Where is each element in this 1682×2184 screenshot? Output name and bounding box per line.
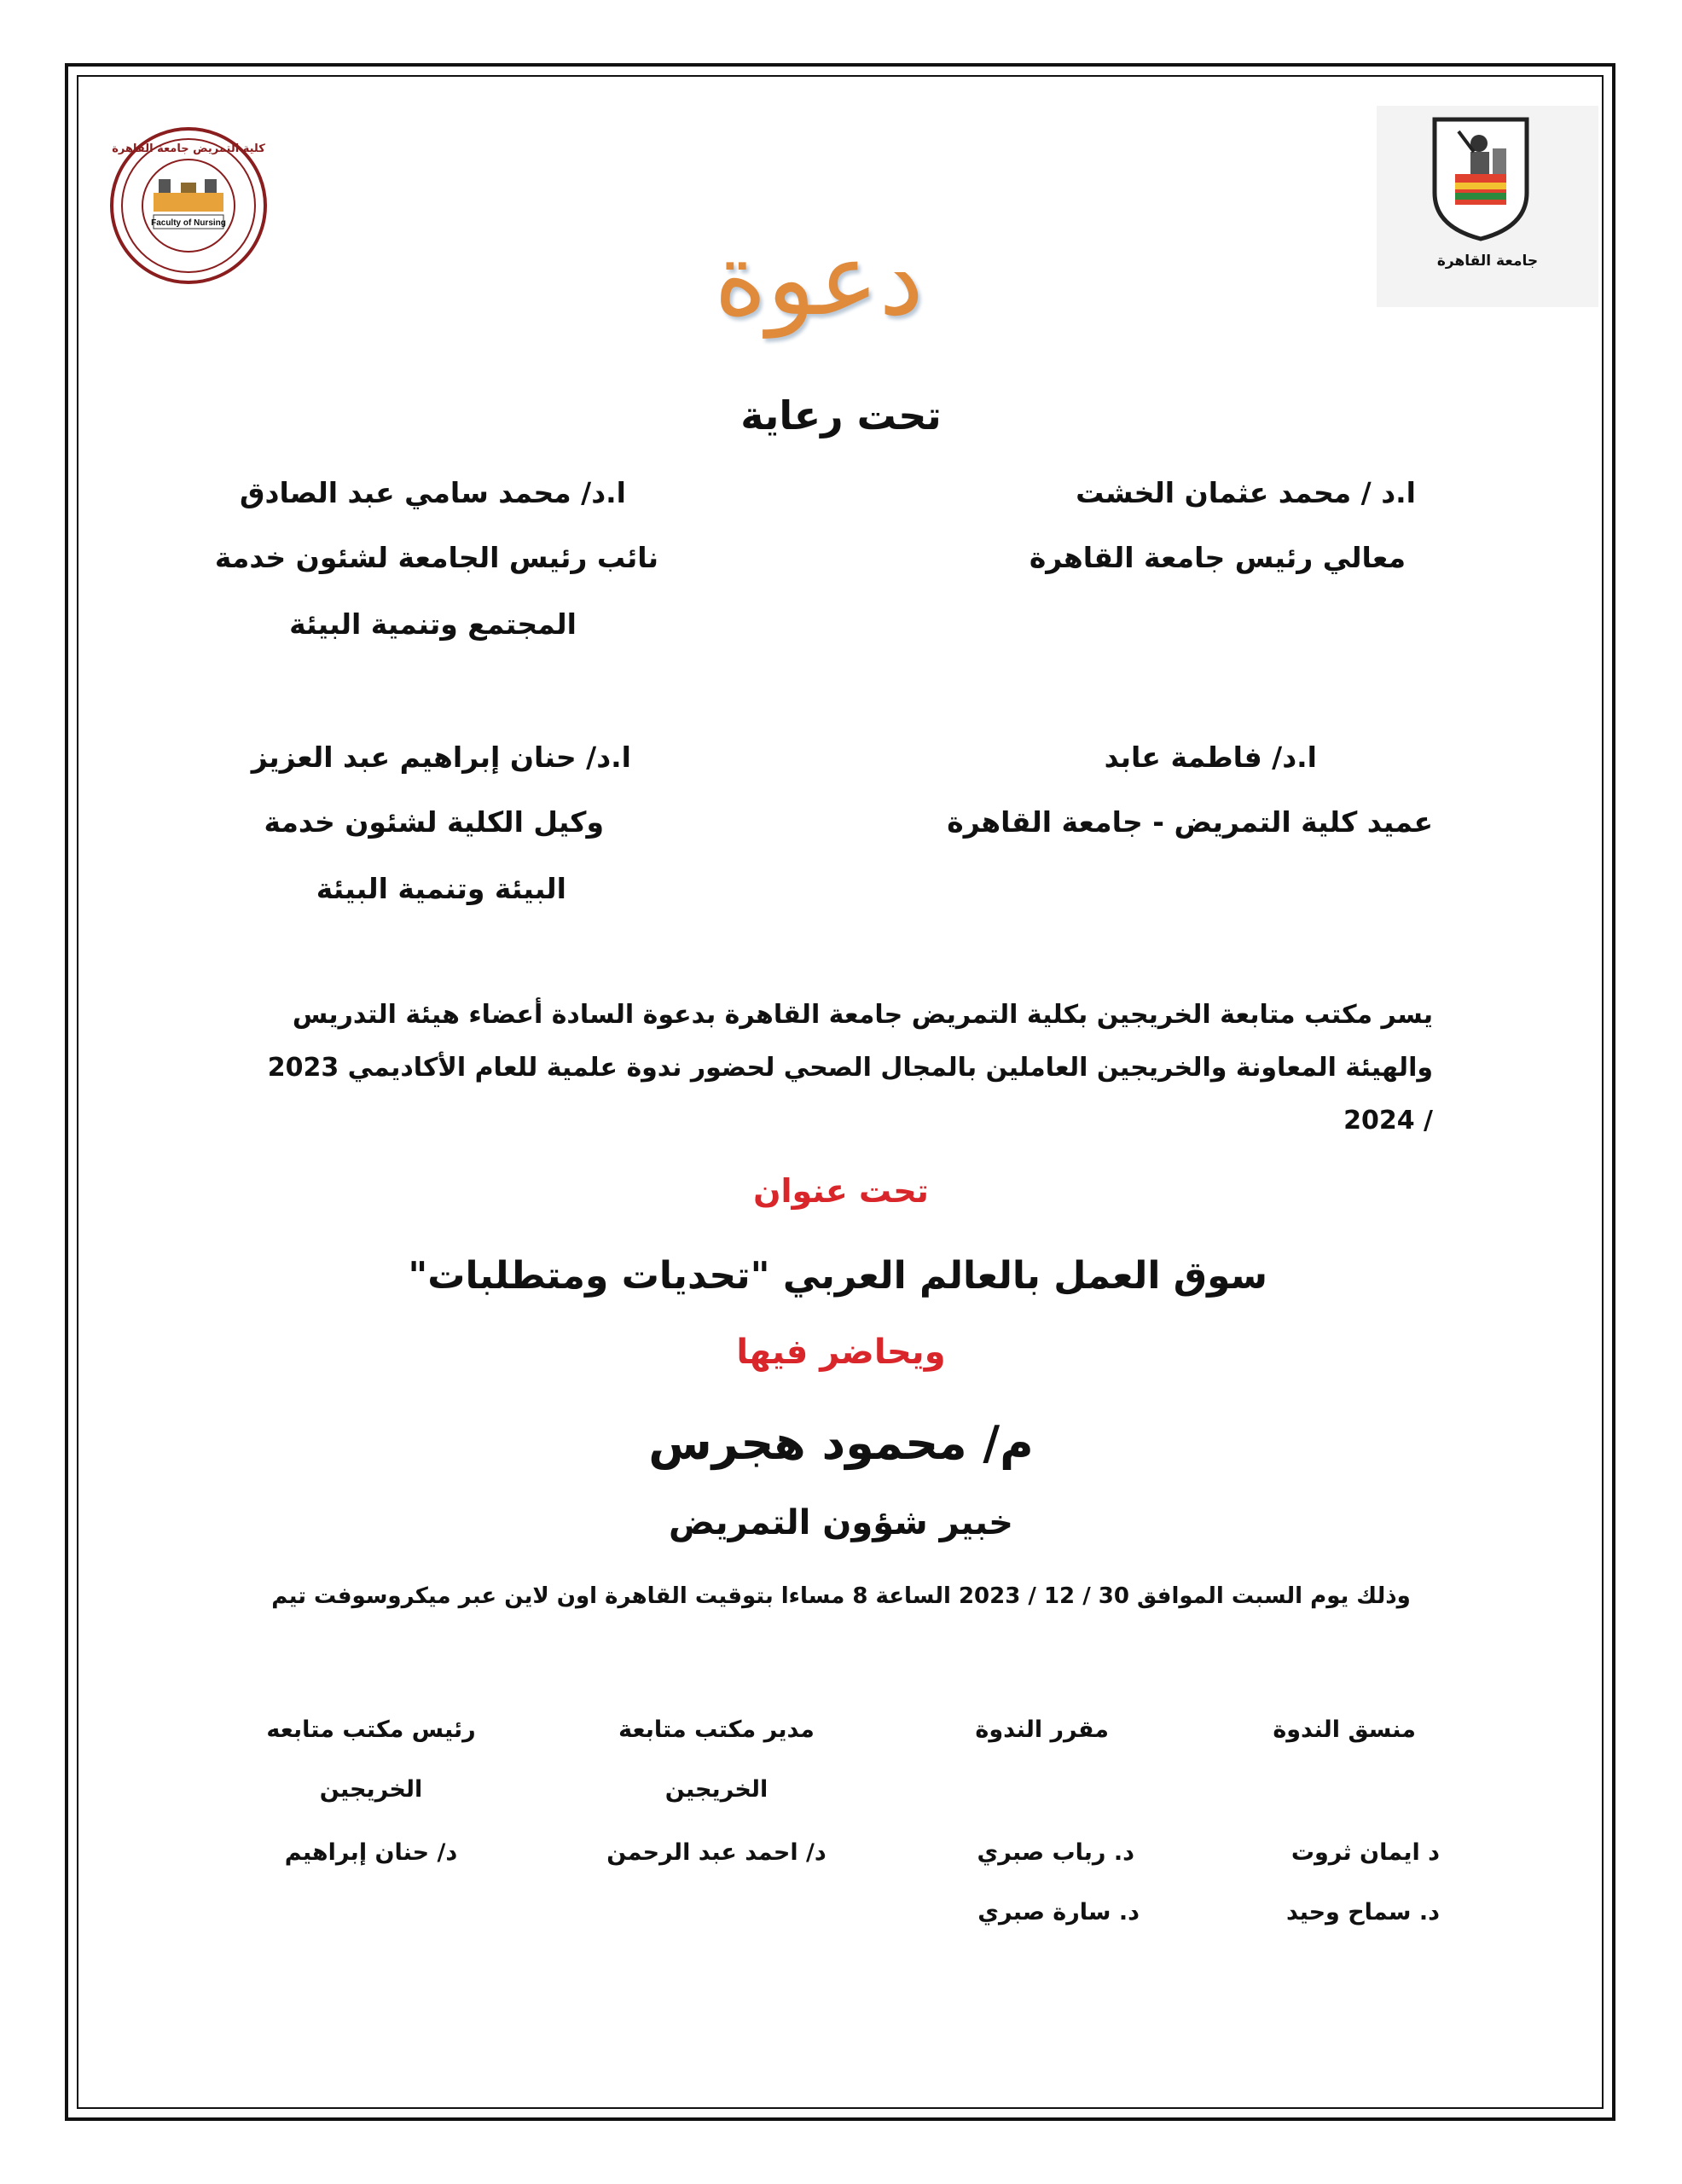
patron-1-name: ا.د / محمد عثمان الخشت	[1076, 476, 1416, 509]
patronage-heading: تحت رعاية	[740, 392, 942, 439]
office-manager-name: د/ احمد عبد الرحمن	[606, 1839, 826, 1866]
coordinator-name-1: د ايمان ثروت	[1290, 1839, 1440, 1866]
patron-4-title-line1: وكيل الكلية لشئون خدمة	[264, 805, 604, 839]
office-manager-role-line1: مدير مكتب متابعة	[618, 1716, 815, 1743]
svg-text:كلية التمريض جامعة القاهرة: كلية التمريض جامعة القاهرة	[112, 142, 265, 155]
coordinator-role: منسق الندوة	[1273, 1716, 1416, 1743]
patron-2-title-line2: المجتمع وتنمية البيئة	[289, 607, 577, 641]
rapporteur-role: مقرر الندوة	[975, 1716, 1109, 1743]
cairo-university-label: جامعة القاهرة	[1436, 253, 1539, 270]
coordinator-name-2: د. سماح وحيد	[1285, 1899, 1440, 1926]
lecturer-role: خبير شؤون التمريض	[669, 1503, 1013, 1542]
patron-2-name: ا.د/ محمد سامي عبد الصادق	[240, 476, 626, 509]
event-schedule: وذلك يوم السبت الموافق 30 / 12 / 2023 الساعة 8 مساءا بتوقيت القاهرة اون لاين عبر ميكروسوفت تيم	[271, 1583, 1411, 1609]
invitation-body-line2: والهيئة المعاونة والخريجين العاملين بالمجال الصحي لحضور ندوة علمية للعام الأكاديمي 2023	[267, 1053, 1433, 1083]
under-title-label: تحت عنوان	[753, 1172, 929, 1210]
patron-3-name: ا.د/ فاطمة عابد	[1104, 741, 1317, 774]
lecturer-name: م/ محمود هجرس	[648, 1416, 1034, 1470]
office-head-role-line1: رئيس مكتب متابعه	[266, 1716, 476, 1743]
office-head-name: د/ حنان إبراهيم	[284, 1839, 458, 1866]
lecturer-label: ويحاضر فيها	[736, 1333, 946, 1372]
patron-4-name: ا.د/ حنان إبراهيم عبد العزيز	[251, 741, 631, 774]
patron-1-title: معالي رئيس جامعة القاهرة	[1029, 541, 1406, 574]
office-manager-role-line2: الخريجين	[664, 1776, 768, 1803]
logo-caption: Faculty of Nursing	[151, 218, 226, 228]
symposium-title: سوق العمل بالعالم العربي "تحديات ومتطلبات"	[408, 1254, 1267, 1298]
patron-3-title: عميد كلية التمريض - جامعة القاهرة	[947, 805, 1433, 839]
cairo-university-logo	[1430, 114, 1532, 242]
rapporteur-name-1: د. رباب صبري	[977, 1839, 1134, 1866]
patron-2-title-line1: نائب رئيس الجامعة لشئون خدمة	[214, 541, 658, 574]
faculty-of-nursing-logo	[109, 126, 268, 285]
rapporteur-name-2: د. سارة صبري	[977, 1899, 1140, 1926]
patron-4-title-line2: البيئة وتنمية البيئة	[316, 872, 566, 905]
page-border-inner	[77, 75, 1604, 2109]
office-head-role-line2: الخريجين	[319, 1776, 423, 1803]
invitation-body-line1: يسر مكتب متابعة الخريجين بكلية التمريض جامعة القاهرة بدعوة السادة أعضاء هيئة التدريس	[292, 1000, 1433, 1030]
invitation-title: دعوة	[714, 220, 924, 338]
invitation-body-line3: / 2024	[1343, 1106, 1433, 1136]
